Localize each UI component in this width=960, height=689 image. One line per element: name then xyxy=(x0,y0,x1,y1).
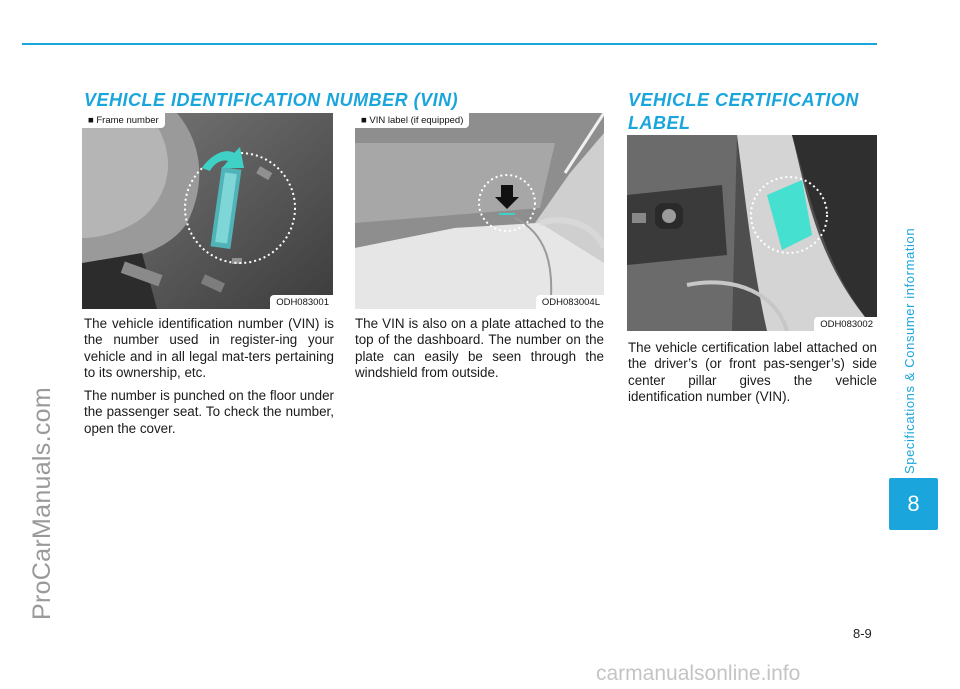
vin-paragraph-3: The VIN is also on a plate attached to the top of the dashboard. The number on the plate can easily be seen through the windshield from outside. xyxy=(355,316,604,380)
cert-paragraph-1: The vehicle certification label attached on the driver’s (or front pas-senger’s) side center pillar gives the vehicle identification number (VIN). xyxy=(628,340,877,404)
page-number: 8-9 xyxy=(853,626,872,641)
figure-code: ODH083002 xyxy=(814,317,877,331)
cert-label-illustration xyxy=(627,135,877,331)
cert-label-figure xyxy=(627,135,877,331)
watermark-left: ProCarManuals.com xyxy=(28,387,56,620)
frame-number-figure xyxy=(82,113,333,309)
watermark-bottom: carmanualsonline.info xyxy=(596,662,801,685)
chapter-tab[interactable]: 8 xyxy=(889,478,938,530)
section-side-label: Specifications & Consumer information xyxy=(902,227,917,474)
figure-code: ODH083001 xyxy=(270,295,333,309)
vin-heading: VEHICLE IDENTIFICATION NUMBER (VIN) xyxy=(84,90,459,110)
cert-heading-line1: VEHICLE CERTIFICATION xyxy=(628,90,859,110)
vin-paragraph-1: The vehicle identification number (VIN) is the number used in register-ing your vehicle and in all legal mat-ters pertaining to its ownership, etc. xyxy=(84,316,334,380)
vin-label-figure xyxy=(355,113,604,309)
vin-paragraph-2: The number is punched on the floor under the passenger seat. To check the number, open the cover. xyxy=(84,388,334,436)
vin-label-caption: ■ VIN label (if equipped) xyxy=(355,113,469,128)
figure-code: ODH083004L xyxy=(536,295,604,309)
header-rule xyxy=(22,43,877,45)
cert-heading xyxy=(628,89,859,135)
vin-label-illustration xyxy=(355,113,604,309)
frame-number-caption: ■ Frame number xyxy=(82,113,165,128)
cert-heading-line2: LABEL xyxy=(628,113,691,133)
frame-number-illustration xyxy=(82,113,333,309)
